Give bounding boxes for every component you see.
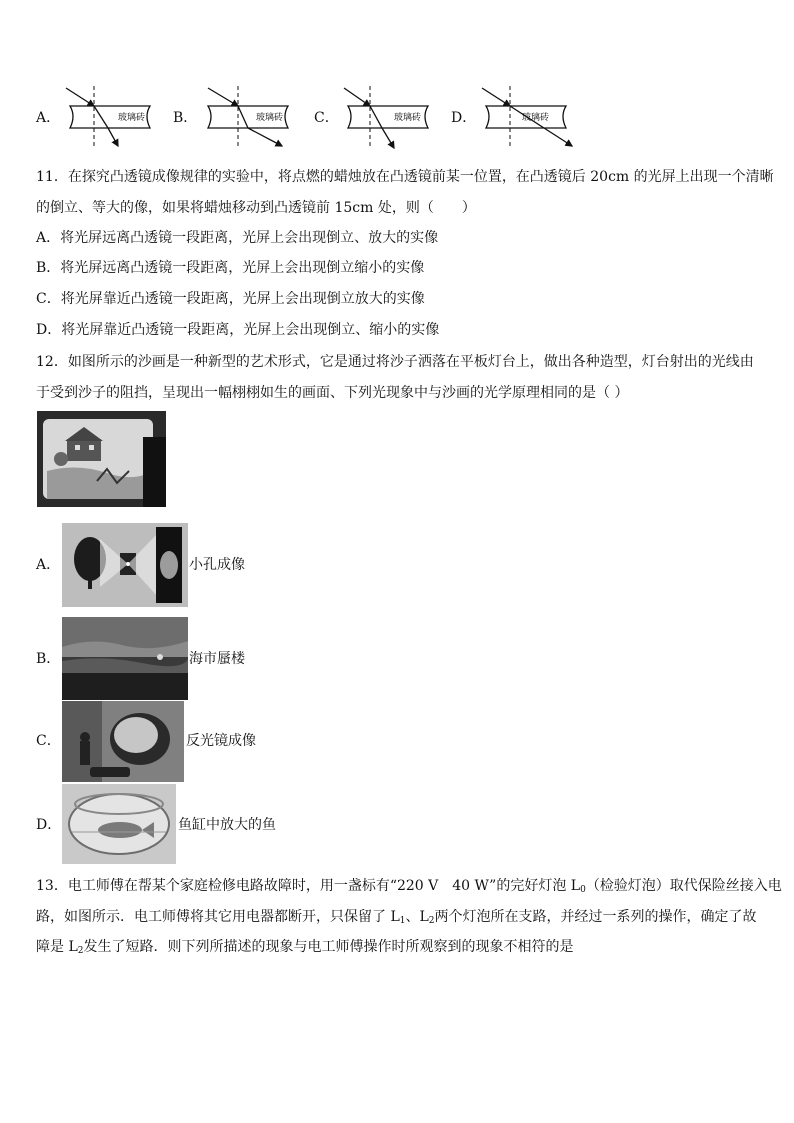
- glass-label: 玻璃砖: [256, 113, 284, 123]
- pinhole-image: [62, 523, 188, 607]
- glass-label: 玻璃砖: [118, 113, 146, 123]
- q10-diagram-b: [198, 84, 348, 150]
- q13-stem-line3: 障是 $L_2$发生了短路．则下列所描述的现象与电工师傅操作时所观察到的现象不相符的是: [36, 939, 574, 956]
- fish-tank-image: [62, 784, 176, 864]
- q12-option-b-caption: 海市蜃楼: [189, 651, 245, 667]
- q11-option-a[interactable]: A．将光屏远离凸透镜一段距离，光屏上会出现倒立、放大的实像: [36, 230, 439, 246]
- q12-stem-line1: 12．如图所示的沙画是一种新型的艺术形式，它是通过将沙子洒落在平板灯台上，做出各种造型，灯台射出的光线由: [36, 354, 754, 370]
- q10-diagram-c: [338, 84, 488, 150]
- q12-option-a-label[interactable]: A．: [36, 557, 61, 573]
- q11-stem-line1: 11．在探究凸透镜成像规律的实验中，将点燃的蜡烛放在凸透镜前某一位置，在凸透镜后 20cm 的光屏上出现一个清晰: [36, 169, 774, 185]
- mirror-image: [62, 701, 184, 782]
- q12-option-c-caption: 反光镜成像: [186, 733, 256, 749]
- q12-option-c-label[interactable]: C．: [36, 733, 61, 749]
- q13-stem-line1: 13．电工师傅在帮某个家庭检修电路故障时，用一盏标有“220 V 40 W”的完好灯泡 $L_0$（检验灯泡）取代保险丝接入电: [36, 878, 782, 895]
- q10-diagram-d: [476, 84, 626, 150]
- q10-option-a-label[interactable]: A．: [36, 110, 61, 126]
- sand-painting-image: [37, 411, 166, 507]
- q11-option-d[interactable]: D．将光屏靠近凸透镜一段距离，光屏上会出现倒立、缩小的实像: [36, 322, 440, 338]
- q13-stem-line2: 路，如图所示．电工师傅将其它用电器都断开，只保留了 $L_1$、$L_2$两个灯泡所在支路，并经过一系列的操作，确定了故: [36, 909, 757, 926]
- q12-stem-line2: 于受到沙子的阻挡，呈现出一幅栩栩如生的画面、下列光现象中与沙画的光学原理相同的是（ ）: [36, 385, 629, 401]
- glass-label: 玻璃砖: [522, 113, 550, 123]
- q12-option-a-caption: 小孔成像: [189, 557, 245, 573]
- q12-option-b-label[interactable]: B．: [36, 651, 61, 667]
- q11-option-c[interactable]: C．将光屏靠近凸透镜一段距离，光屏上会出现倒立放大的实像: [36, 291, 425, 307]
- mirage-image: [62, 617, 188, 700]
- q10-diagram-a: [60, 84, 210, 150]
- glass-label: 玻璃砖: [394, 113, 422, 123]
- q10-option-c-label[interactable]: C．: [314, 110, 339, 126]
- q11-stem-line2: 的倒立、等大的像，如果将蜡烛移动到凸透镜前 15cm 处，则（ ）: [36, 200, 476, 216]
- q10-option-d-label[interactable]: D．: [451, 110, 477, 126]
- q11-option-b[interactable]: B．将光屏远离凸透镜一段距离，光屏上会出现倒立缩小的实像: [36, 260, 425, 276]
- q10-option-b-label[interactable]: B．: [173, 110, 198, 126]
- q12-option-d-label[interactable]: D．: [36, 817, 62, 833]
- q12-option-d-caption: 鱼缸中放大的鱼: [178, 817, 276, 833]
